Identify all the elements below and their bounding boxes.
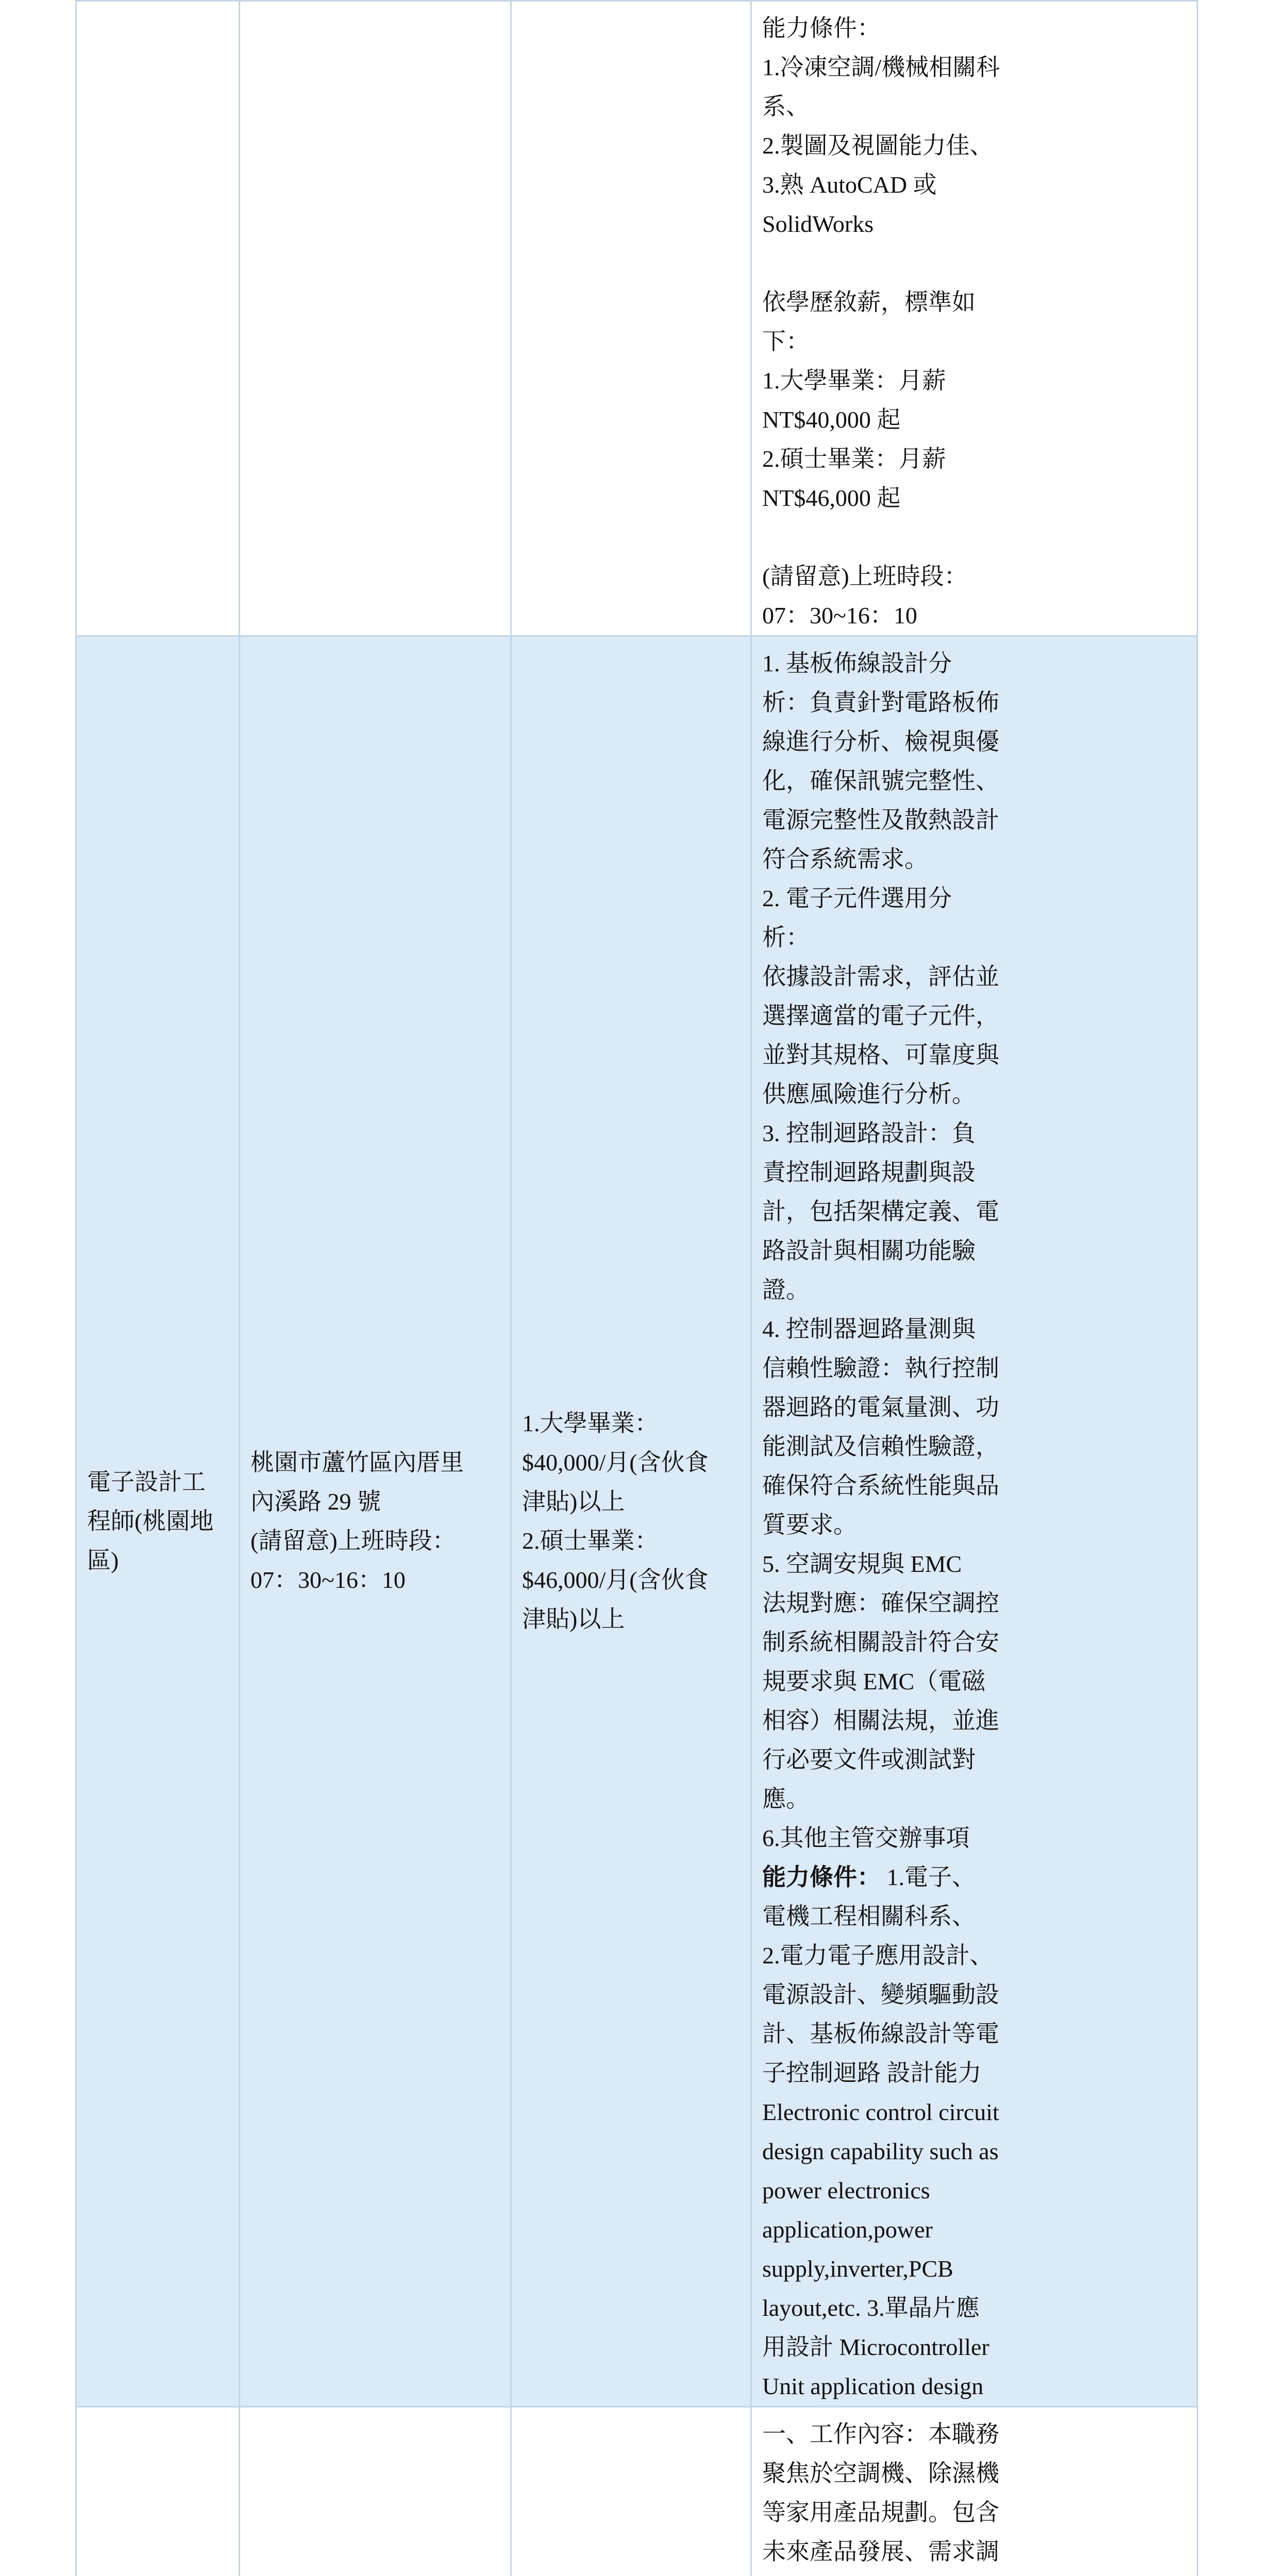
text-line: 化，確保訊號完整性、: [762, 768, 999, 794]
text-line: 析：: [762, 924, 810, 951]
text-line: 津貼)以上: [522, 1488, 625, 1515]
salary-cell: [511, 636, 751, 2407]
table-row: [76, 636, 1198, 2407]
text-line: (請留意)上班時段：: [762, 563, 968, 589]
text-line: 2. 電子元件選用分: [762, 885, 952, 911]
text-line: 證。: [762, 1277, 810, 1303]
text-line: 規要求與 EMC（電磁: [762, 1668, 986, 1694]
salary-lines: [522, 1404, 740, 1639]
text-line: 計、基板佈線設計等電: [762, 2021, 999, 2047]
salary-cell: [511, 2407, 751, 2576]
text-line: Electronic control circuit: [762, 2099, 999, 2125]
text-line: [762, 518, 1186, 557]
text-line: 2.碩士畢業：月薪: [762, 446, 946, 472]
job-description-cell: [751, 1, 1198, 636]
text-line: 4. 控制器迴路量測與: [762, 1316, 976, 1342]
text-line: 區): [87, 1547, 119, 1573]
text-line: 聚焦於空調機、除濕機: [762, 2460, 999, 2486]
text-line: $40,000/月(含伙食: [522, 1449, 709, 1476]
work-location-cell: [240, 2407, 511, 2576]
text-line: 路設計與相關功能驗: [762, 1238, 976, 1264]
text-line: 能測試及信賴性驗證，: [762, 1433, 999, 1460]
location-lines: [250, 1443, 500, 1600]
work-location-cell: [240, 1, 511, 636]
text-line: 選擇適當的電子元件，: [762, 1003, 999, 1029]
text-line: 3.熟 AutoCAD 或: [762, 172, 937, 198]
text-line: 內溪路 29 號: [250, 1488, 381, 1515]
description-lines: [762, 644, 1186, 1858]
text-line: 未來產品發展、需求調: [762, 2538, 999, 2565]
text-line: 電源完整性及散熱設計: [762, 807, 999, 833]
text-line: 信賴性驗證：執行控制: [762, 1355, 999, 1381]
job-title-lines: [87, 1463, 228, 1580]
work-location-cell: [240, 636, 511, 2407]
text-line: 07：30~16：10: [250, 1567, 406, 1593]
description-lines: [762, 2415, 1186, 2576]
salary-cell: [511, 1, 751, 636]
text-line: 電源設計、變頻驅動設: [762, 1981, 999, 2008]
text-line: layout,etc. 3.單晶片應: [762, 2295, 980, 2321]
job-description-cell: [751, 2407, 1198, 2576]
text-line: (請留意)上班時段：: [250, 1528, 456, 1554]
text-line: 器迴路的電氣量測、功: [762, 1394, 999, 1420]
text-line: 1.冷凍空調/機械相關科: [762, 54, 1000, 80]
text-line: [762, 2571, 1186, 2576]
job-description-cell: [751, 636, 1198, 2407]
text-line: 1.大學畢業：: [522, 1410, 659, 1436]
text-line: 津貼)以上: [522, 1606, 625, 1632]
text-line: NT$40,000 起: [762, 406, 901, 433]
text-line: 5. 空調安規與 EMC: [762, 1551, 962, 1577]
job-listing-table: [75, 0, 1198, 2576]
text-line: 相容）相關法規，並進: [762, 1707, 999, 1734]
text-line: NT$46,000 起: [762, 485, 901, 511]
text-line: 線進行分析、檢視與優: [762, 728, 999, 755]
text-line: 3. 控制迴路設計：負: [762, 1120, 976, 1146]
text-line: 符合系統需求。: [762, 846, 928, 872]
job-title-cell: [76, 636, 240, 2407]
text-line: 6.其他主管交辦事項: [762, 1825, 970, 1851]
text-line: application,power: [762, 2216, 933, 2243]
text-line: 下：: [762, 328, 810, 354]
text-line: 並對其規格、可靠度與: [762, 1042, 999, 1068]
text-line: 2.碩士畢業：: [522, 1528, 659, 1554]
requirements-label: 能力條件：: [762, 1864, 881, 1890]
text-line: 計，包括架構定義、電: [762, 1198, 999, 1225]
text-line: 供應風險進行分析。: [762, 1081, 976, 1107]
job-title-cell: [76, 2407, 240, 2576]
text-line: 2.製圖及視圖能力佳、: [762, 132, 994, 159]
text-line: 制系統相關設計符合安: [762, 1629, 999, 1655]
text-line: $46,000/月(含伙食: [522, 1567, 709, 1593]
text-line: 法規對應：確保空調控: [762, 1590, 999, 1616]
text-line: 依學歷敘薪，標準如: [762, 289, 976, 315]
text-line: 責控制迴路規劃與設: [762, 1159, 976, 1185]
table-row: [76, 2407, 1198, 2576]
text-line: 1. 基板佈線設計分: [762, 650, 952, 676]
text-line: 電機工程相關科系、: [762, 1903, 976, 1929]
requirements-first-item: 1.電子、: [881, 1864, 976, 1890]
text-line: 用設計 Microcontroller: [762, 2334, 989, 2360]
text-line: 桃園市蘆竹區內厝里: [250, 1449, 464, 1476]
text-line: [762, 244, 1186, 283]
text-line: 1.大學畢業：月薪: [762, 367, 946, 394]
text-line: 電子設計工: [87, 1469, 206, 1495]
requirements-line: [762, 1858, 1186, 1897]
text-line: 應。: [762, 1786, 810, 1812]
text-line: 系、: [762, 93, 810, 120]
text-line: 07：30~16：10: [762, 602, 917, 629]
text-line: 能力條件：: [762, 15, 881, 41]
job-title-cell: [76, 1, 240, 636]
text-line: supply,inverter,PCB: [762, 2256, 953, 2282]
table-row: [76, 1, 1198, 636]
text-line: 一、工作內容：本職務: [762, 2421, 999, 2447]
text-line: power electronics: [762, 2177, 930, 2204]
text-line: Unit application design: [762, 2373, 984, 2399]
text-line: 等家用產品規劃。包含: [762, 2499, 999, 2526]
requirements-lines: [762, 1897, 1186, 2406]
text-line: 確保符合系統性能與品: [762, 1472, 999, 1499]
text-line: 依據設計需求，評估並: [762, 963, 999, 990]
text-line: SolidWorks: [762, 211, 874, 237]
text-line: 程師(桃園地: [87, 1508, 214, 1534]
description-lines: [762, 9, 1186, 635]
text-line: 質要求。: [762, 1512, 857, 1538]
text-line: 子控制迴路 設計能力: [762, 2060, 982, 2086]
text-line: 2.電力電子應用設計、: [762, 1942, 994, 1969]
text-line: 析：負責針對電路板佈: [762, 689, 999, 716]
text-line: design capability such as: [762, 2138, 999, 2164]
text-line: 行必要文件或測試對: [762, 1747, 976, 1773]
